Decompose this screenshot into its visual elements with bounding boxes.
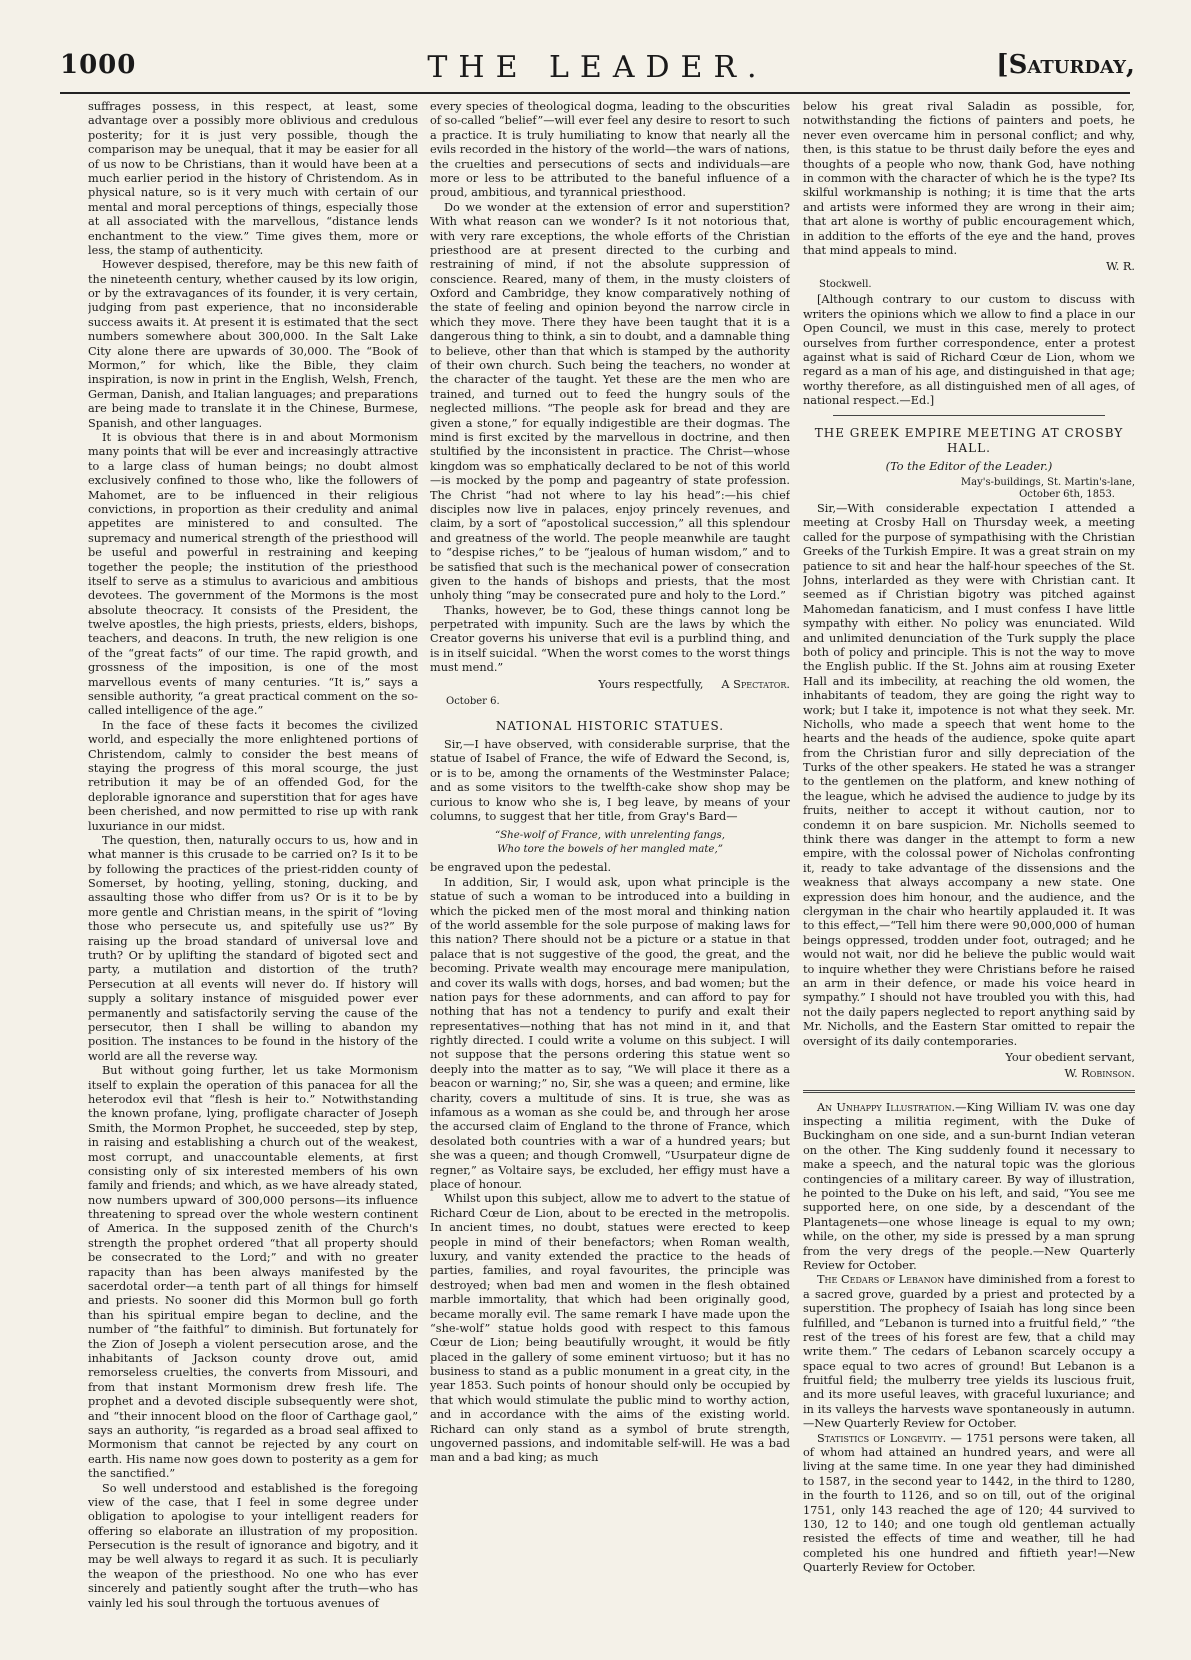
paragraph: In addition, Sir, I would ask, upon what principle is the statue of such a woman to be introduced into a building in which the picked men of the most moral and thinking nation of the world assemble for the sole purpose of making laws for this nation? There should not be a picture or a statue in that palace that is not suggestive of the good, the great, and the becoming. Private wealth may encourage mere manipulation, and cover its walls with dogs, horses, and bad women; but the nation pays for these adornments, and can afford to pay for nothing that has not a tendency to purify and exalt their representatives—nothing that has not mind in it, and that rightly directed. I could write a volume on this subject. I will not suppose that the persons ordering this statue went so deeply into the matter as to say, “We will place it there as a beacon or warning;” no, Sir, she was a queen; and ermine, like charity, covers a multitude of sins. It is true, she was as infamous as a woman as she could be, and through her arose the accursed claim of England to the throne of France, which desolated both countries with a war of a hundred years; but she was a queen; and though Cromwell, “Usurpateur digne de regner,” as Voltaire says, be excluded, her effigy must have a place of honour.: [430, 875, 790, 1191]
divider: [803, 1090, 1135, 1093]
verse-line: Who tore the bowels of her mangled mate,”: [497, 844, 723, 856]
letter-closing: Your obedient servant,: [1005, 1050, 1135, 1064]
paragraph: be engraved upon the pedestal.: [430, 861, 612, 875]
paragraph: below his great rival Saladin as possible, for, notwithstanding the fictions of painters and poets, he never even overcame him in personal conflict; and why, then, is this statue to be thrust daily before the eyes and thoughts of a people who now, thank God, have nothing in common with the character of which he is the type? Its skilful workmanship is nothing; it is time that the arts and artists were informed they are wrong in their aim; that art alone is worthy of public encouragement which, in addition to the efforts of the eye and the hand, proves that mind appeals to mind.: [803, 100, 1135, 257]
page-number: 1000: [60, 50, 137, 80]
paragraph: Sir,—I have observed, with considerable surprise, that the statue of Isabel of France, the wife of Edward the Second, is, or is to be, among the ornaments of the Westminster Palace; and as some visitors to the twelfth-cake show shop may be curious to know who she is, I beg leave, by means of your columns, to suggest that her title, from Gray's Bard—: [430, 738, 790, 824]
column-1: [88, 100, 418, 1620]
editor-note: [Although contrary to our custom to discuss with writers the opinions which we allow to find a place in our Open Council, we must in this case, merely to protect ourselves from further correspondence, enter a protest against what is said of Richard Cœur de Lion, whom we regard as a man of his age, and distinguished in that age; worthy therefore, as all distinguished men of all ages, of national respect.—Ed.]: [803, 293, 1135, 408]
paragraph: every species of theological dogma, leading to the obscurities of so-called “belief”—will ever feel any desire to resort to such a practice. It is truly humiliating to know that nearly all the evils recorded in the history of the world—the wars of nations, the cruelties and persecutions of sects and individuals—are more or less to be attributed to the baneful influence of a proud, ambitious, and tyrannical priesthood.: [430, 100, 790, 200]
paragraph: Do we wonder at the extension of error and superstition? With what reason can we wonder? Is it not notorious that, with very rare exceptions, the whole efforts of the Christian priesthood are at present directed to the curbing and restraining of mind, if not the absolute suppression of conscience. Reared, many of them, in the musty cloisters of Oxford and Cambridge, they know comparatively nothing of the state of feeling and opinion beyond the narrow circle in which they move. There they have been taught that it is a dangerous thing to think, a sin to doubt, and a damnable thing to believe, other than that which is stamped by the authority of their own church. Such being the teachers, no wonder at the character of the taught. Yet these are the men who are trained, and turned out to feed the hungry souls of the neglected millions. “The people ask for bread and they are given a stone,” for equally indigestible are their dogmas. The mind is first excited by the marvellous in doctrine, and then stultified by the inconsistent in practice. The Christ—whose kingdom was so emphatically declared to be not of this world—is mocked by the pomp and pageantry of state profession. The Christ “had not where to lay his head”:—his chief disciples now live in palaces, enjoy princely revenues, and claim, by a sort of “apostolical succession,” all this splendour and greatness of the world. The people meanwhile are taught to “despise riches,” to be “jealous of human wisdom,” and to be satisfied that such is the mechanical power of consecration given to the hands of bishops and priests, that the most unholy thing “may be consecrated pure and holy to the Lord.”: [430, 200, 790, 603]
letter-address: May's-buildings, St. Martin's-lane,: [960, 476, 1135, 488]
paragraph: In the face of these facts it becomes the civilized world, and especially the more enlightened portions of Christendom, calmly to consider the best means of staying the progress of this moral scourge, the just retribution it may be of an offended God, for the deplorable ignorance and superstition that for ages have been cherished, and now permitted to rise up with rank luxuriance in our midst.: [88, 718, 418, 833]
column-2: [430, 100, 790, 1620]
column-3: [803, 100, 1135, 1620]
paragraph: Sir,—With considerable expectation I attended a meeting at Crosby Hall on Thursday week, a meeting called for the purpose of sympathising with the Christian Greeks of the Turkish Empire. It was a great strain on my patience to sit and hear the half-hour speeches of the St. Johns, interlarded as they were with Christian cant. It seemed as if Christian bigotry was pitched against Mahomedan fanaticism, and I must confess I have little sympathy with either. No policy was enunciated. Wild and unlimited denunciation of the Turk supply the place both of policy and principle. This is not the way to move the English public. If the St. Johns aim at rousing Exeter Hall and its imbecility, at reaching the old women, the inhabitants of teadom, they are going the right way to work; but I take it, impotence is not what they seek. Mr. Nicholls, who made a speech that went home to the hearts and the heads of the audience, spoke quite apart from the Christian furor and silly depreciation of the Turks of the other speakers. He stated he was a stranger to the gentlemen on the platform, and knew nothing of the league, which he advised the audience to judge by its fruits, neither to accept it without caution, nor to condemn it on bare suspicion. Mr. Nicholls seemed to think there was danger in the attempt to form a new empire, with the colossal power of Nicholas confronting it, ready to take advantage of the dissensions and the weakness that always accompany a new state. One expression does him honour, and the audience, and the clergyman in the chair who heartily applauded it. It was to this effect,—“Tell him there were 90,000,000 of human beings oppressed, trodden under foot, outraged; and he would not wait, nor did he believe the public would wait to inquire whether they were Christians before he raised an arm in their defence, or made his voice heard in sympathy.” I should not have troubled you with this, had not the daily papers neglected to report anything said by Mr. Nicholls, and the Eastern Star omitted to repair the oversight of its daily contemporaries.: [803, 502, 1135, 1048]
article-heading: NATIONAL HISTORIC STATUES.: [495, 718, 725, 733]
issue-day: [Saturday,: [996, 50, 1135, 80]
letter-closing: Yours respectfully, A Spectator.: [598, 677, 790, 691]
letter-place: Stockwell.: [819, 278, 872, 290]
article-heading: THE GREEK EMPIRE MEETING AT CROSBY HALL.: [814, 425, 1124, 455]
paragraph: So well understood and established is the foregoing view of the case, that I feel in some degree under obligation to apologise to your intelligent readers for offering so elaborate an illustration of my proposition. Persecution is the result of ignorance and bigotry, and it may be well always to regard it as such. It is peculiarly the weapon of the priesthood. No one who has ever sincerely and patiently sought after the truth—who has vainly led his soul through the tortuous avenues of: [88, 1481, 418, 1610]
header-rule: [60, 92, 1130, 94]
note-body: — 1751 persons were taken, all of whom had attained an hundred years, and were all living at the same time. In one year they had diminished to 1587, in the second year to 1442, in the third to 1280, in the fourth to 1126, and so on till, out of the original 1751, only 143 reached the age of 120; 44 survived to 130, 12 to 140; and one tough old gentleman actually resisted the effects of time and weather, till he had completed his one hundred and fiftieth year!—New Quarterly Review for October.: [803, 1431, 1135, 1575]
note-title: The Cedars of Lebanon: [817, 1273, 945, 1287]
divider: [833, 415, 1105, 416]
page-header: [60, 50, 1135, 90]
verse-line: “She-wolf of France, with unrelenting fangs,: [494, 830, 726, 842]
note-title: Statistics of Longevity.: [817, 1431, 947, 1445]
paragraph: Whilst upon this subject, allow me to advert to the statue of Richard Cœur de Lion, about to be erected in the metropolis. In ancient times, no doubt, statues were erected to keep people in mind of their benefactors; when Roman wealth, luxury, and vanity extended the practice to the heads of parties, families, and royal favourites, the principle was destroyed; when bad men and women in the flesh obtained marble immortality, that which had been originally good, became morally evil. The same remark I have made upon the “she-wolf” statue holds good with respect to this famous Cœur de Lion; being beautifully wrought, it would be fitly placed in the gallery of some eminent virtuoso; but it has no business to stand as a public monument in a great city, in the year 1853. Such points of honour should only be occupied by that which would stimulate the public mind to worthy action, and in accordance with the aims of the existing world. Richard can only stand as a symbol of brute strength, ungoverned passions, and indomitable self-will. He was a bad man and a bad king; as much: [430, 1192, 790, 1465]
news-note: [803, 1432, 1135, 1576]
note-title: An Unhappy Illustration.: [817, 1100, 956, 1114]
paragraph: However despised, therefore, may be this new faith of the nineteenth century, whether caused by its low origin, or by the extravagances of its founder, it is very certain, judging from past experience, that no inconsiderable success awaits it. At present it is estimated that the sect numbers somewhere about 300,000. In the Salt Lake City alone there are upwards of 30,000. The “Book of Mormon,” for which, like the Bible, they claim inspiration, is now in print in the English, Welsh, French, German, Danish, and Italian languages; and preparations are being made to translate it in the Chinese, Burmese, Spanish, and other languages.: [88, 258, 418, 430]
masthead-title: THE LEADER.: [427, 50, 768, 85]
paragraph: The question, then, naturally occurs to us, how and in what manner is this crusade to be carried on? Is it to be by following the practices of the priest-ridden county of Somerset, by hooting, yelling, stoning, ducking, and assaulting those who differ from us? Or is it to be by more gentle and Christian means, in the spirit of “loving those who persecute us, and spitefully use us?” By raising up the broad standard of universal love and truth? Or by uplifting the standard of bigoted sect and party, a mutilation and distortion of the truth? Persecution at all events will never do. If history will supply a solitary instance of misguided power ever permanently and satisfactorily serving the cause of the persecutor, then I shall be willing to abandon my position. The instances to be found in the history of the world are all the reverse way.: [88, 833, 418, 1063]
letter-signature: A Spectator.: [721, 677, 790, 691]
paragraph: Thanks, however, be to God, these things cannot long be perpetrated with impunity. Such are the laws by which the Creator governs his universe that evil is a purblind thing, and is in itself suicidal. “When the worst comes to the worst things must mend.”: [430, 603, 790, 675]
news-note: [803, 1273, 1135, 1431]
letter-signature: W. Robinson.: [1064, 1067, 1135, 1081]
letter-initials: W. R.: [1106, 260, 1135, 274]
paragraph: But without going further, let us take Mormonism itself to explain the operation of this panacea for all the heterodox evil that “flesh is heir to.” Notwithstanding the known profane, lying, profligate character of Joseph Smith, the Mormon Prophet, he succeeded, step by step, in raising and establishing a church out of the weakest, most corrupt, and unaccountable elements, at first consisting only of six interested members of his own family and friends; and which, as we have already stated, now numbers upward of 300,000 persons—its influence threatening to spread over the whole western continent of America. In the supposed zenith of the Church's strength the prophet ordered “that all property should be consecrated to the Lord;” and with no greater rapacity than has been always manifested by the sacerdotal order—a tenth part of all things for himself and priests. No sooner did this Mormon bull go forth than his spiritual empire began to decline, and the number of “the faithful” to diminish. But fortunately for the Zion of Joseph a violent persecution arose, and the inhabitants of Jackson county drove out, amid remorseless cruelties, the converts from Missouri, and from that instant Mormonism drew fresh life. The prophet and a devoted disciple subsequently were shot, and “their innocent blood on the floor of Carthage gaol,” says an authority, “is regarded as a broad seal affixed to Mormonism that cannot be rejected by any court on earth. His name now goes down to posterity as a gem for the sanctified.”: [88, 1064, 418, 1481]
to-editor-line: (To the Editor of the Leader.): [885, 460, 1053, 474]
letter-address-date: October 6th, 1853.: [1019, 489, 1115, 501]
note-body: have diminished from a forest to a sacred grove, guarded by a priest and protected by a superstition. The prophecy of Isaiah has long since been fulfilled, and “Lebanon is turned into a fruitful field,” “the rest of the trees of his forest are few, that a child may write them.” The cedars of Lebanon scarcely occupy a space equal to two acres of ground! But Lebanon is a fruitful field; the mulberry tree yields its luscious fruit, and its more useful leaves, with graceful luxuriance; and in its valleys the harvests wave spontaneously in autumn.—New Quarterly Review for October.: [803, 1273, 1135, 1431]
news-note: [803, 1101, 1135, 1274]
letter-date: October 6.: [446, 696, 500, 708]
note-body: —King William IV. was one day inspecting a militia regiment, with the Duke of Buckingham on one side, and a sun-burnt Indian veteran on the other. The King suddenly found it necessary to make a speech, and the natural topic was the glorious contingencies of a military career. By way of illustration, he pointed to the Duke on his left, and said, “You see me supported here, on one side, by a descendant of the Plantagenets—one whose lineage is equal to my own; while, on the other, my side is pressed by a man sprung from the very dregs of the people.—New Quarterly Review for October.: [803, 1100, 1135, 1272]
paragraph: It is obvious that there is in and about Mormonism many points that will be ever and increasingly attractive to a large class of human beings; no doubt almost exclusively confined to those who, like the followers of Mahomet, are to be influenced in their religious convictions, in proportion as their credulity and animal appetites are ministered to and consulted. The supremacy and numerical strength of the priesthood will be useful and powerful in restraining and keeping together the people; the institution of the priesthood itself to serve as a stimulus to avaricious and ambitious devotees. The government of the Mormons is the most absolute theocracy. It consists of the President, the twelve apostles, the high priests, priests, elders, bishops, teachers, and deacons. In truth, the new religion is one of the “great facts” of our time. The rapid growth, and grossness of the imposition, is one of the most marvellous events of many centuries. “It is,” says a sensible authority, “a great practical comment on the so-called intelligence of the age.”: [88, 430, 418, 718]
paragraph: suffrages possess, in this respect, at least, some advantage over a possibly more oblivious and credulous posterity; for it is just very possible, though the comparison may be unequal, that it may be easier for all of us now to be Christians, than it would have been at a much earlier period in the history of Christendom. As in physical nature, so is it very much with certain of our mental and moral perceptions of things, especially those at all associated with the marvellous, “distance lends enchantment to the view.” Time gives them, more or less, the stamp of authenticity.: [88, 100, 418, 257]
